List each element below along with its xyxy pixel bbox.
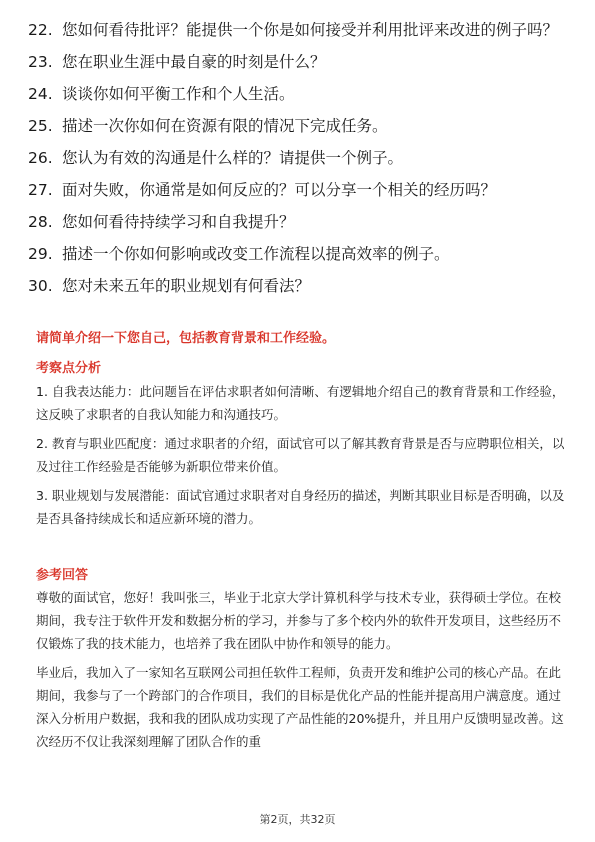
list-item <box>28 212 573 233</box>
list-item <box>28 20 573 41</box>
list-item <box>28 180 573 201</box>
question-number: 30. <box>28 277 53 295</box>
analysis-points <box>36 380 566 536</box>
question-text: 面对失败，你通常是如何反应的？可以分享一个相关的经历吗？ <box>62 181 497 199</box>
question-text: 您认为有效的沟通是什么样的？请提供一个例子。 <box>62 149 404 167</box>
analysis-heading: 考察点分析 <box>36 361 102 376</box>
list-item <box>28 244 573 265</box>
question-number: 28. <box>28 213 53 231</box>
question-text: 您如何看待持续学习和自我提升？ <box>62 213 295 231</box>
analysis-point: 2. 教育与职业匹配度：通过求职者的介绍，面试官可以了解其教育背景是否与应聘职位相关，以及过往工作经验是否能够为新职位带来价值。 <box>36 436 565 474</box>
question-text: 描述一个你如何影响或改变工作流程以提高效率的例子。 <box>62 245 450 263</box>
analysis-point: 1. 自我表达能力：此问题旨在评估求职者如何清晰、有逻辑地介绍自己的教育背景和工作经验，这反映了求职者的自我认知能力和沟通技巧。 <box>36 384 565 422</box>
answer-body <box>36 586 566 808</box>
question-number: 27. <box>28 181 53 199</box>
question-number: 26. <box>28 149 53 167</box>
list-item <box>28 148 573 169</box>
question-text: 谈谈你如何平衡工作和个人生活。 <box>62 85 295 103</box>
page-number: 第2页，共32页 <box>259 813 336 826</box>
answer-paragraph: 尊敬的面试官，您好！我叫张三，毕业于北京大学计算机科学与技术专业，获得硕士学位。在校期间，我专注于软件开发和数据分析的学习，并参与了多个校内外的软件开发项目，这些经历不仅锻炼了我的技术能力，也培养了我在团队中协作和领导的能力。 <box>36 590 562 651</box>
question-text: 您在职业生涯中最自豪的时刻是什么？ <box>62 53 326 71</box>
question-number: 29. <box>28 245 53 263</box>
question-number: 22. <box>28 21 53 39</box>
question-text: 描述一次你如何在资源有限的情况下完成任务。 <box>62 117 388 135</box>
list-item <box>28 116 573 137</box>
question-text: 您对未来五年的职业规划有何看法？ <box>62 277 311 295</box>
answer-paragraph: 毕业后，我加入了一家知名互联网公司担任软件工程师，负责开发和维护公司的核心产品。在此期间，我参与了一个跨部门的合作项目，我们的目标是优化产品的性能并提高用户满意度。通过深入分析用户数据，我和我的团队成功实现了产品性能的20%提升，并且用户反馈明显改善。这次经历不仅让我深刻理解了团队合作的重 <box>36 665 564 749</box>
list-item <box>28 276 573 297</box>
question-number: 23. <box>28 53 53 71</box>
question-number: 24. <box>28 85 53 103</box>
question-number: 25. <box>28 117 53 135</box>
analysis-point: 3. 职业规划与发展潜能：面试官通过求职者对自身经历的描述，判断其职业目标是否明确，以及是否具备持续成长和适应新环境的潜力。 <box>36 488 565 526</box>
list-item <box>28 84 573 105</box>
question-list <box>28 20 573 308</box>
question-text: 您如何看待批评？能提供一个你是如何接受并利用批评来改进的例子吗？ <box>62 21 559 39</box>
answer-heading: 参考回答 <box>36 568 89 583</box>
question-heading: 请简单介绍一下您自己，包括教育背景和工作经验。 <box>36 331 336 346</box>
list-item <box>28 52 573 73</box>
